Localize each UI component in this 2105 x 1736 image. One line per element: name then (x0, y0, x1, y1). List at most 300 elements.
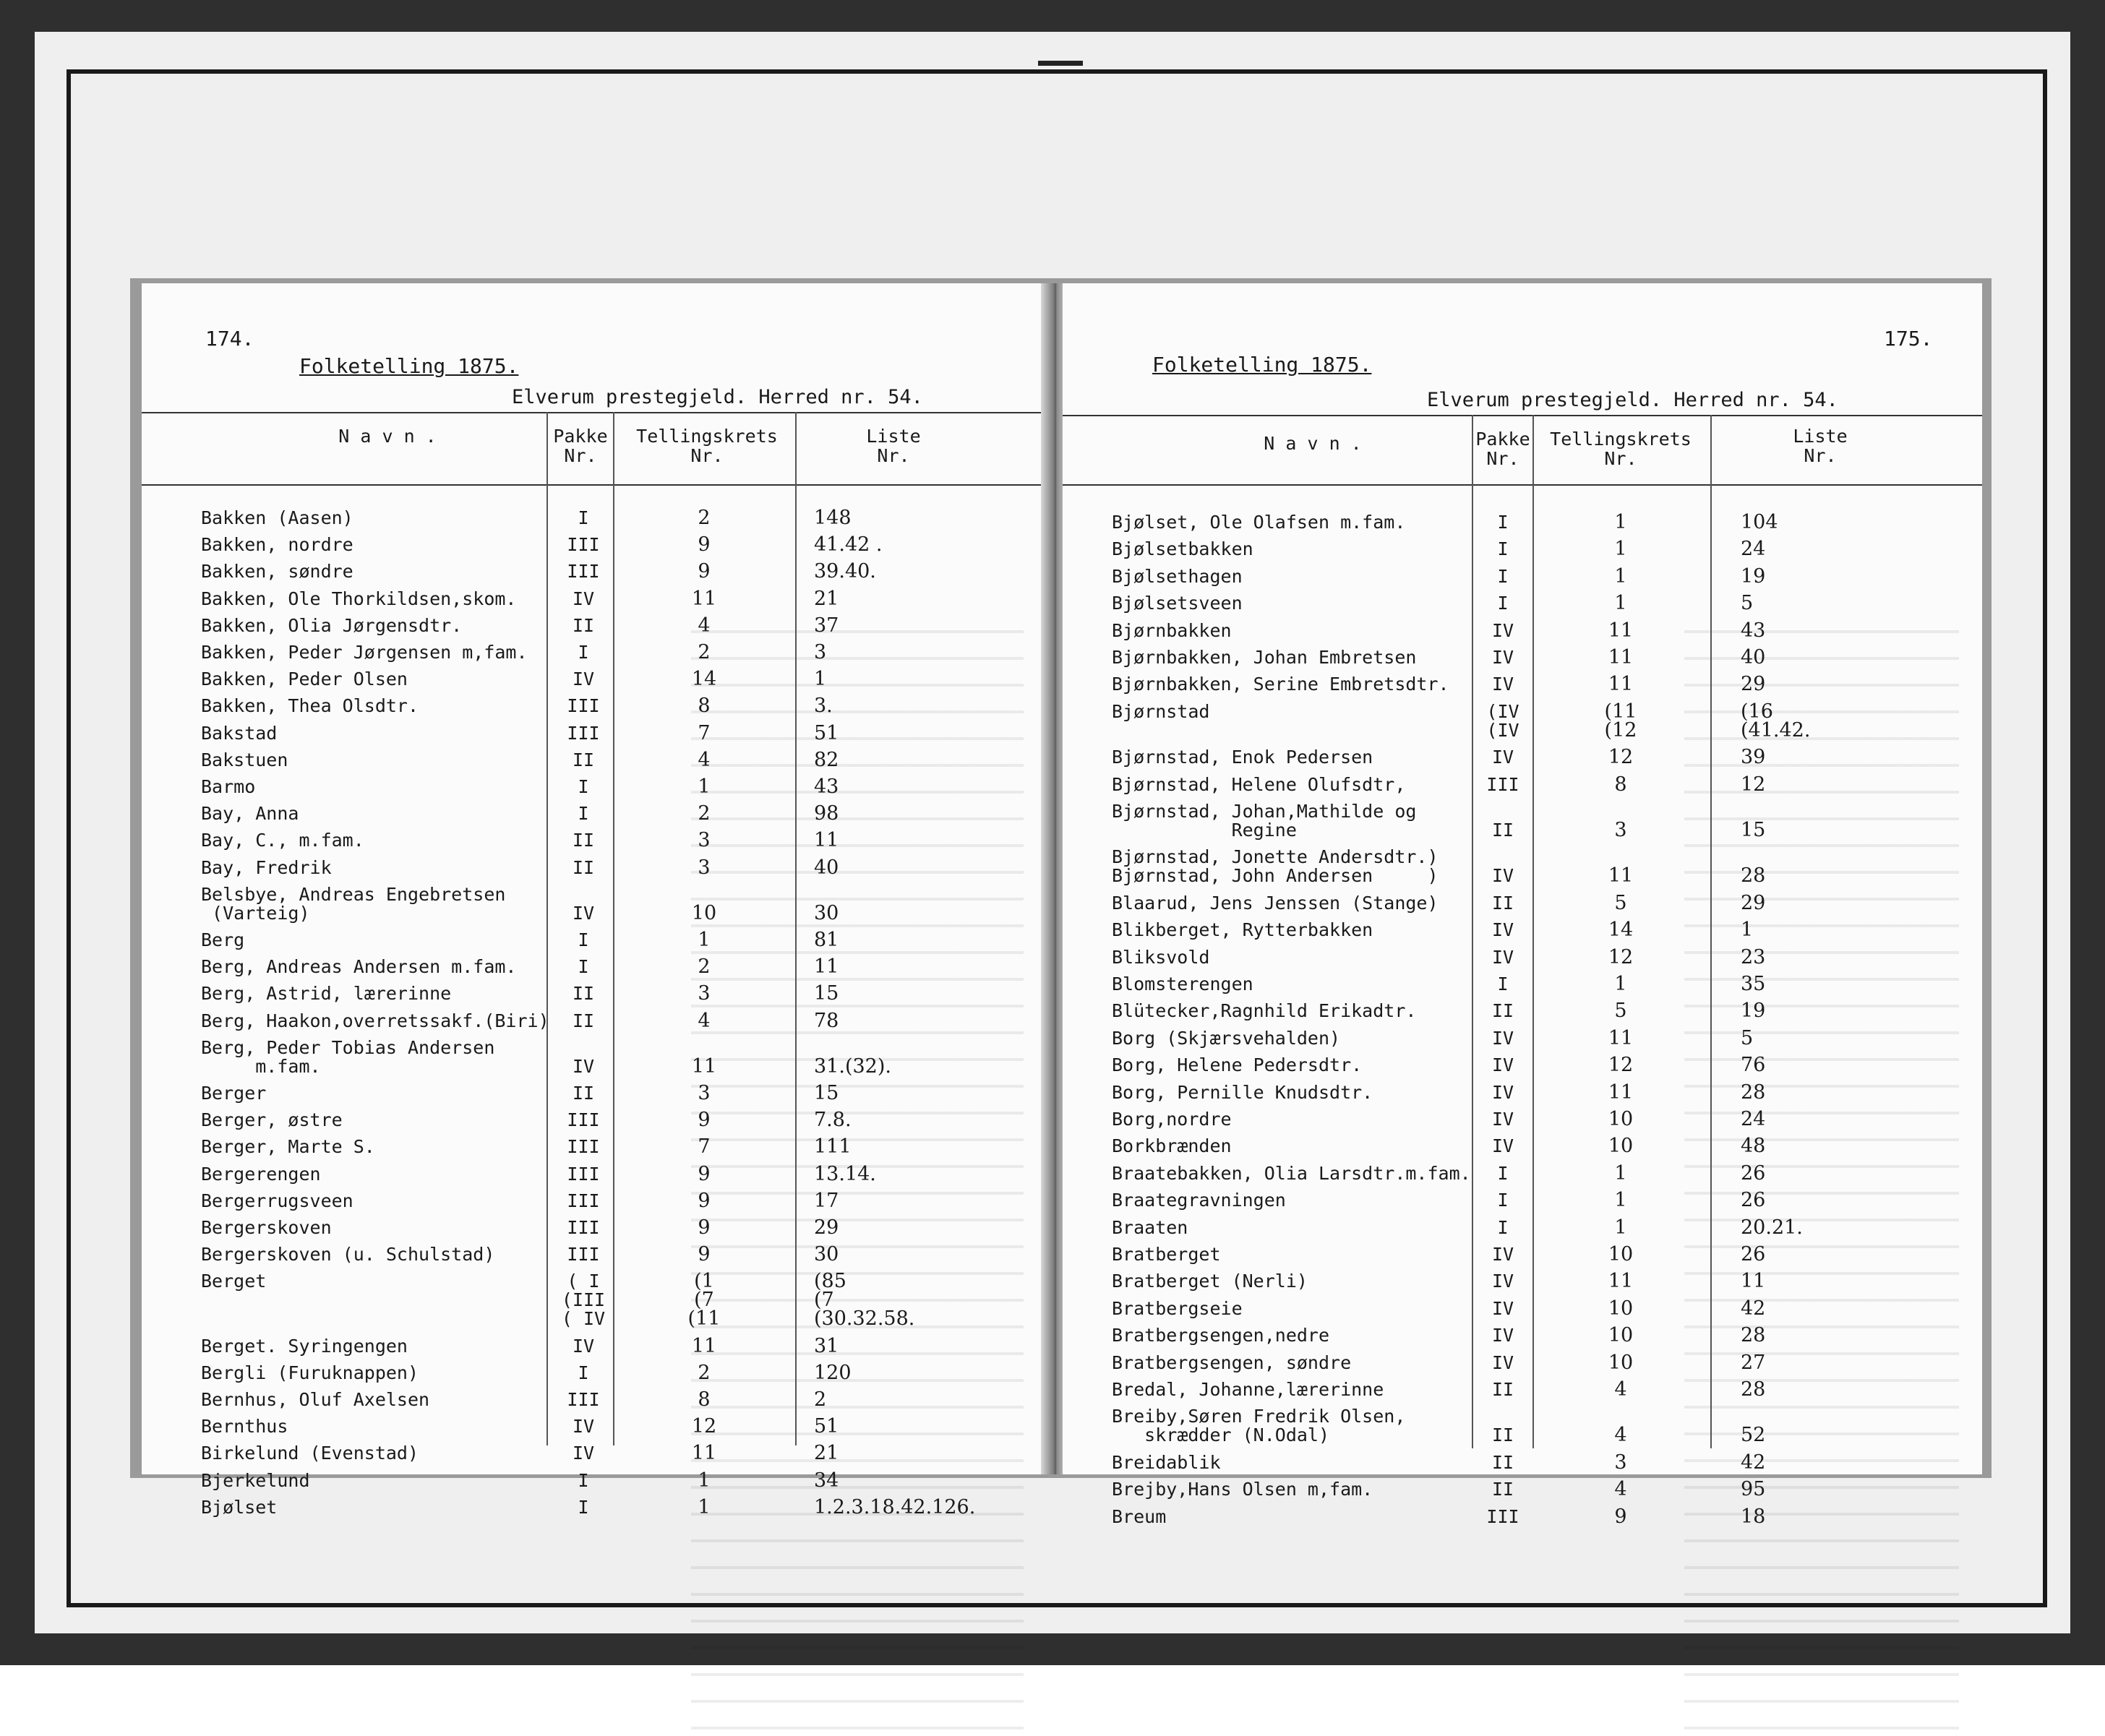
cell-liste: 31 (814, 1334, 839, 1357)
cell-pakke: IV (1491, 647, 1514, 668)
table-row (1063, 1453, 1982, 1472)
cell-krets: 1 (698, 775, 711, 798)
table-row (142, 831, 1054, 850)
cell-pakke: II (572, 614, 595, 636)
cell-liste: 27 (1741, 1351, 1766, 1374)
table-row (1063, 675, 1982, 694)
cell-pakke: II (1491, 1451, 1514, 1473)
cell-pakke: III (567, 1217, 600, 1238)
cell-krets: 9 (698, 1162, 711, 1185)
cell-name: Bakken, søndre (201, 561, 353, 583)
cell-name: Barmo (201, 776, 256, 797)
cell-pakke: III (1486, 1505, 1519, 1527)
cell-krets: 1 (698, 929, 711, 951)
cell-liste: 48 (1741, 1135, 1766, 1158)
cell-pakke: (IV (IV (1486, 700, 1519, 741)
cell-name: Blomsterengen (1112, 974, 1253, 994)
cell-krets: 11 (1608, 1080, 1634, 1104)
cell-krets: 10 (1608, 1297, 1634, 1320)
cell-liste: 5 (1741, 1026, 1754, 1049)
table-row (1063, 891, 1982, 914)
cell-liste: 1.2.3.18.42.126. (814, 1495, 976, 1518)
cell-name: Borg (Skjærsvehalden) (1112, 1027, 1341, 1049)
cell-name: Bergerskoven (201, 1217, 332, 1238)
cell-name: Bjølsetsveen (1112, 593, 1243, 614)
cell-liste: 24 (1741, 1108, 1766, 1130)
cell-name: Berget (201, 1271, 267, 1292)
cell-name: Belsbye, Andreas Engebretsen (Varteig) (201, 883, 506, 924)
cell-name: Bratbergsengen, søndre (1112, 1352, 1352, 1373)
cell-pakke: I (1497, 1216, 1509, 1238)
table-row (1063, 775, 1982, 794)
table-row (1063, 1216, 1982, 1239)
cell-krets: 3 (698, 1082, 711, 1104)
cell-name: Bjølset, Ole Olafsen m.fam. (1112, 512, 1406, 533)
cell-pakke: I (578, 1496, 589, 1518)
cell-liste: 76 (1741, 1054, 1766, 1077)
cell-name: Bredal, Johanne,lærerinne (1112, 1379, 1384, 1400)
cell-name: Bakken, Peder Olsen (201, 669, 408, 690)
cell-krets: 1 (1614, 538, 1627, 561)
header-krets: Tellingskrets Nr. (1550, 429, 1692, 469)
cell-liste: 40 (814, 856, 839, 879)
cell-liste: 7.8. (814, 1109, 852, 1132)
cell-krets: 11 (1608, 864, 1634, 888)
cell-liste: 19 (1741, 564, 1766, 588)
cell-name: Brejby,Hans Olsen m,fam. (1112, 1479, 1373, 1500)
cell-name: Bjølsetbakken (1112, 538, 1253, 560)
cell-pakke: I (578, 803, 589, 825)
cell-krets: 1 (1614, 1216, 1627, 1239)
table-row (142, 931, 1054, 950)
cell-liste: 42 (1741, 1297, 1766, 1320)
cell-krets: 2 (698, 1361, 711, 1384)
cell-krets: 4 (698, 1009, 711, 1032)
table-row (142, 616, 1054, 635)
cell-name: Bakken (Aasen) (201, 507, 353, 528)
cell-pakke: IV (1491, 1271, 1514, 1292)
table-row (142, 1162, 1054, 1185)
cell-krets: (11 (12 (1604, 700, 1637, 742)
cell-liste: 81 (814, 929, 839, 951)
cell-krets: 1 (1614, 973, 1627, 995)
cell-name: Bay, Anna (201, 803, 299, 825)
cell-krets: (1 (7 (11 (687, 1270, 721, 1331)
cell-krets: 10 (1608, 1135, 1634, 1158)
cell-pakke: I (1497, 565, 1509, 587)
cell-krets: 7 (698, 721, 711, 744)
table-row (1063, 921, 1982, 940)
table-row (142, 1495, 1054, 1518)
cell-liste: 35 (1741, 973, 1766, 995)
cell-name: Bjørnstad, Enok Pedersen (1112, 747, 1373, 768)
cell-krets: 9 (698, 1189, 711, 1212)
cell-liste: 26 (1741, 1161, 1766, 1185)
cell-pakke: I (1497, 538, 1509, 560)
cell-liste: 11 (814, 955, 839, 979)
cell-liste: 29 (1741, 891, 1766, 914)
cell-name: Bratbergseie (1112, 1297, 1243, 1319)
table-row (1063, 1505, 1982, 1528)
cell-pakke: I (1497, 1190, 1509, 1211)
cell-pakke: IV (572, 1055, 595, 1077)
cell-liste: 26 (1741, 1243, 1766, 1266)
cell-pakke: IV (1491, 1054, 1514, 1076)
cell-krets: 10 (1608, 1243, 1634, 1266)
cell-liste: 39.40. (814, 560, 876, 583)
cell-krets: 8 (698, 695, 711, 718)
header-top-rule (1063, 415, 1982, 416)
cell-krets: 10 (1608, 1324, 1634, 1347)
cell-krets: 11 (1608, 673, 1634, 696)
table-row (1063, 748, 1982, 767)
cell-name: Berg, Peder Tobias Andersen m.fam. (201, 1036, 495, 1077)
page-subtitle: Elverum prestegjeld. Herred nr. 54. (1427, 389, 1838, 411)
cell-name: Borkbrænden (1112, 1135, 1232, 1157)
table-row (1063, 1407, 1982, 1445)
cell-pakke: II (572, 1010, 595, 1031)
cell-pakke: IV (1491, 674, 1514, 695)
cell-pakke: I (578, 507, 589, 528)
cell-pakke: III (567, 534, 600, 556)
cell-krets: 12 (1608, 1054, 1634, 1077)
table-row (1063, 1245, 1982, 1264)
cell-pakke: III (567, 1389, 600, 1410)
cell-pakke: I (578, 776, 589, 797)
cell-pakke: II (1491, 1425, 1514, 1446)
cell-name: Berg, Haakon,overretssakf.(Biri) (201, 1010, 549, 1031)
page-number: 174. (205, 327, 254, 351)
cell-pakke: I (1497, 593, 1509, 614)
cell-liste: 11 (1741, 1270, 1766, 1293)
cell-pakke: ( I (III ( IV (561, 1271, 606, 1330)
cell-pakke: I (1497, 512, 1509, 533)
cell-liste: 21 (814, 1442, 839, 1465)
table-row (142, 1388, 1054, 1411)
cell-krets: 12 (1608, 746, 1634, 769)
table-row (142, 562, 1054, 581)
cell-pakke: IV (1491, 1244, 1514, 1265)
cell-name: Bjerkelund (201, 1469, 310, 1491)
cell-pakke: II (1491, 892, 1514, 914)
cell-liste: 28 (1741, 1324, 1766, 1347)
cell-name: Bjørnbakken, Johan Embretsen (1112, 647, 1417, 668)
cell-pakke: III (567, 1244, 600, 1266)
cell-krets: 8 (698, 1388, 711, 1411)
cell-name: Breiby,Søren Fredrik Olsen, skrædder (N.Odal) (1112, 1406, 1406, 1446)
cell-name: Bjørnstad, Helene Olufsdtr, (1112, 773, 1406, 795)
header-krets: Tellingskrets Nr. (636, 426, 778, 466)
cell-name: Bakken, Peder Jørgensen m,fam. (201, 642, 528, 663)
table-row (1063, 1299, 1982, 1318)
cell-name: Bakken, Olia Jørgensdtr. (201, 614, 463, 636)
table-row (142, 1111, 1054, 1130)
cell-name: Breum (1112, 1505, 1167, 1527)
cell-liste: 40 (1741, 646, 1766, 669)
cell-krets: 11 (691, 587, 717, 610)
cell-pakke: IV (572, 902, 595, 924)
cell-name: Borg,nordre (1112, 1109, 1232, 1130)
cell-pakke: II (572, 749, 595, 770)
cell-liste: 2 (814, 1388, 827, 1411)
cell-krets: 11 (691, 1442, 717, 1465)
table-row (142, 856, 1054, 879)
table-row (142, 748, 1054, 771)
table-row (1063, 1380, 1982, 1399)
cell-name: Bay, Fredrik (201, 856, 332, 878)
cell-name: Berget. Syringengen (201, 1335, 408, 1357)
cell-krets: 1 (1614, 511, 1627, 533)
table-row (142, 955, 1054, 979)
cell-krets: 1 (698, 1495, 711, 1518)
cell-pakke: II (572, 1083, 595, 1104)
table-row (142, 1009, 1054, 1032)
cell-liste: 43 (814, 775, 839, 798)
cell-name: Bjørnbakken (1112, 619, 1232, 641)
cell-name: Blaarud, Jens Jenssen (Stange) (1112, 892, 1439, 914)
header-navn: N a v n . (1264, 433, 1362, 454)
header-bottom-rule (1063, 484, 1982, 486)
header-liste: Liste Nr. (1793, 426, 1848, 466)
cell-pakke: IV (572, 588, 595, 609)
cell-krets: 4 (1614, 1378, 1627, 1401)
cell-name: Bakken, Thea Olsdtr. (201, 695, 419, 717)
cell-pakke: III (567, 1109, 600, 1131)
table-row (1063, 1000, 1982, 1023)
cell-liste: 52 (1741, 1424, 1766, 1447)
cell-name: Braatebakken, Olia Larsdtr.m.fam. (1112, 1162, 1471, 1184)
table-row (142, 1189, 1054, 1212)
cell-krets: 10 (1608, 1108, 1634, 1130)
table-row (1063, 802, 1982, 840)
cell-krets: 2 (698, 955, 711, 979)
cell-pakke: II (1491, 1479, 1514, 1500)
cell-liste: (16 (41.42. (1741, 700, 1811, 742)
cell-liste: 18 (1741, 1505, 1766, 1528)
cell-pakke: IV (572, 1416, 595, 1438)
page-title: Folketelling 1875. (1152, 353, 1372, 377)
cell-pakke: IV (1491, 919, 1514, 941)
cell-krets: 9 (698, 1243, 711, 1266)
cell-liste: 29 (1741, 673, 1766, 696)
cell-name: Bergerskoven (u. Schulstad) (201, 1244, 495, 1266)
cell-liste: 51 (814, 721, 839, 744)
cell-krets: 1 (1614, 1161, 1627, 1185)
cell-krets: 8 (1614, 773, 1627, 796)
cell-pakke: III (567, 1136, 600, 1158)
table-row (1063, 945, 1982, 968)
cell-name: Bernhus, Oluf Axelsen (201, 1389, 430, 1410)
cell-liste: 15 (814, 1082, 839, 1104)
cell-krets: 1 (1614, 1189, 1627, 1212)
cell-krets: 12 (1608, 945, 1634, 968)
table-row (142, 1471, 1054, 1490)
cell-krets: 7 (698, 1135, 711, 1159)
cell-name: Bjørnstad, Johan,Mathilde og Regine (1112, 801, 1417, 841)
cell-liste: 12 (1741, 773, 1766, 796)
page-number: 175. (1884, 327, 1933, 351)
cell-pakke: IV (1491, 1081, 1514, 1103)
table-row (142, 697, 1054, 716)
table-row (1063, 1351, 1982, 1374)
cell-liste: 28 (1741, 864, 1766, 888)
table-row (1063, 1080, 1982, 1104)
table-row (142, 721, 1054, 744)
cell-pakke: II (1491, 1379, 1514, 1400)
cell-pakke: II (572, 830, 595, 851)
cell-liste: 37 (814, 614, 839, 637)
cell-name: Birkelund (Evenstad) (201, 1443, 419, 1464)
cell-name: Bergerengen (201, 1163, 321, 1185)
cell-liste: 42 (1741, 1451, 1766, 1474)
cell-liste: 39 (1741, 746, 1766, 769)
cell-pakke: III (567, 695, 600, 717)
cell-liste: 31.(32). (814, 1054, 891, 1078)
cell-liste: 17 (814, 1189, 839, 1212)
cell-pakke: I (578, 1469, 589, 1491)
table-row (142, 1444, 1054, 1463)
cell-pakke: II (1491, 1000, 1514, 1022)
table-row (142, 533, 1054, 557)
cell-name: Bjølset (201, 1496, 278, 1518)
cell-liste: 20.21. (1741, 1216, 1803, 1239)
cell-pakke: IV (1491, 1352, 1514, 1373)
cell-name: Braategravningen (1112, 1190, 1286, 1211)
cell-name: Bergli (Furuknappen) (201, 1362, 419, 1383)
cell-name: Blikberget, Rytterbakken (1112, 919, 1373, 941)
table-row (1063, 1191, 1982, 1210)
cell-liste: 51 (814, 1415, 839, 1438)
cell-liste: 111 (814, 1135, 852, 1159)
cell-krets: 9 (698, 1216, 711, 1239)
cell-name: Breidablik (1112, 1451, 1221, 1473)
cell-pakke: IV (1491, 747, 1514, 768)
cell-krets: 4 (1614, 1424, 1627, 1447)
cell-name: Bakstuen (201, 749, 288, 770)
table-row (142, 1216, 1054, 1239)
cell-krets: 2 (698, 802, 711, 825)
cell-pakke: II (572, 983, 595, 1005)
cell-liste: 19 (1741, 1000, 1766, 1023)
cell-name: Bjørnbakken, Serine Embretsdtr. (1112, 674, 1449, 695)
cell-liste: 15 (814, 982, 839, 1005)
cell-name: Berger, østre (201, 1109, 343, 1131)
cell-liste: 23 (1741, 945, 1766, 968)
header-navn: N a v n . (338, 426, 437, 447)
cell-name: Bjørnstad, Jonette Andersdtr.) Bjørnstad, John Andersen ) (1112, 846, 1439, 887)
table-row (1063, 1026, 1982, 1049)
table-row (142, 1245, 1054, 1264)
cell-liste: (85 (7 (30.32.58. (814, 1270, 915, 1331)
cell-krets: 9 (698, 533, 711, 557)
cell-liste: 24 (1741, 538, 1766, 561)
table-row (142, 1084, 1054, 1103)
table-row (1063, 1161, 1982, 1185)
left-page (142, 283, 1054, 1518)
cell-name: Bernthus (201, 1416, 288, 1438)
header-bottom-rule (142, 484, 1054, 486)
cell-name: Bakken, Ole Thorkildsen,skom. (201, 588, 517, 609)
cell-krets: 11 (1608, 1270, 1634, 1293)
cell-pakke: IV (1491, 1325, 1514, 1346)
cell-krets: 4 (698, 614, 711, 637)
cell-liste: 41.42 . (814, 533, 883, 557)
table-row (142, 1135, 1054, 1159)
table-row (1063, 1480, 1982, 1499)
table-row (142, 670, 1054, 689)
cell-name: Bjørnstad (1112, 700, 1210, 722)
cell-liste: 21 (814, 587, 839, 610)
cell-krets: 14 (691, 668, 717, 691)
cell-pakke: I (578, 929, 589, 950)
scan-marker (1038, 61, 1083, 66)
cell-name: Bay, C., m.fam. (201, 830, 364, 851)
cell-name: Bjølsethagen (1112, 565, 1243, 587)
cell-liste: 104 (1741, 511, 1778, 533)
cell-pakke: IV (1491, 946, 1514, 968)
cell-liste: 120 (814, 1361, 852, 1384)
table-row (1063, 513, 1982, 532)
cell-name: Bakstad (201, 722, 278, 744)
table-row (1063, 619, 1982, 642)
cell-name: Bliksvold (1112, 946, 1210, 968)
header-liste: Liste Nr. (866, 426, 921, 466)
table-row (142, 1417, 1054, 1436)
cell-pakke: III (1486, 773, 1519, 795)
table-row (142, 804, 1054, 823)
cell-liste: 13.14. (814, 1162, 876, 1185)
cell-name: Bakken, nordre (201, 534, 353, 556)
cell-pakke: IV (1491, 1109, 1514, 1130)
table-row (142, 1361, 1054, 1384)
cell-liste: 95 (1741, 1478, 1766, 1501)
cell-krets: 5 (1614, 1000, 1627, 1023)
table-row (1063, 1110, 1982, 1129)
cell-liste: 82 (814, 748, 839, 771)
cell-pakke: IV (572, 669, 595, 690)
table-row (142, 775, 1054, 798)
cell-pakke: III (567, 561, 600, 583)
cell-name: Borg, Helene Pedersdtr. (1112, 1054, 1363, 1076)
header-pakke: Pakke Nr. (553, 426, 608, 466)
cell-name: Berger, Marte S. (201, 1136, 375, 1158)
cell-krets: 11 (1608, 1026, 1634, 1049)
cell-pakke: IV (1491, 865, 1514, 887)
cell-pakke: IV (572, 1335, 595, 1357)
table-row (142, 984, 1054, 1003)
table-row (1063, 1326, 1982, 1345)
cell-pakke: III (567, 722, 600, 744)
table-row (1063, 540, 1982, 559)
cell-krets: 4 (698, 748, 711, 771)
table-row (1063, 594, 1982, 613)
cell-liste: 3 (814, 641, 827, 663)
table-row (142, 1334, 1054, 1357)
cell-liste: 1 (1741, 919, 1754, 942)
table-row (1063, 564, 1982, 588)
header-pakke: Pakke Nr. (1475, 429, 1530, 469)
cell-name: Bergerrugsveen (201, 1190, 353, 1211)
cell-name: Borg, Pernille Knudsdtr. (1112, 1081, 1373, 1103)
cell-name: Bratbergsengen,nedre (1112, 1325, 1330, 1346)
cell-krets: 9 (1614, 1505, 1627, 1528)
header-top-rule (142, 412, 1054, 413)
cell-liste: 26 (1741, 1189, 1766, 1212)
cell-krets: 10 (1608, 1351, 1634, 1374)
cell-pakke: IV (1491, 1135, 1514, 1157)
table-row (142, 1036, 1054, 1078)
cell-liste: 3. (814, 695, 833, 718)
